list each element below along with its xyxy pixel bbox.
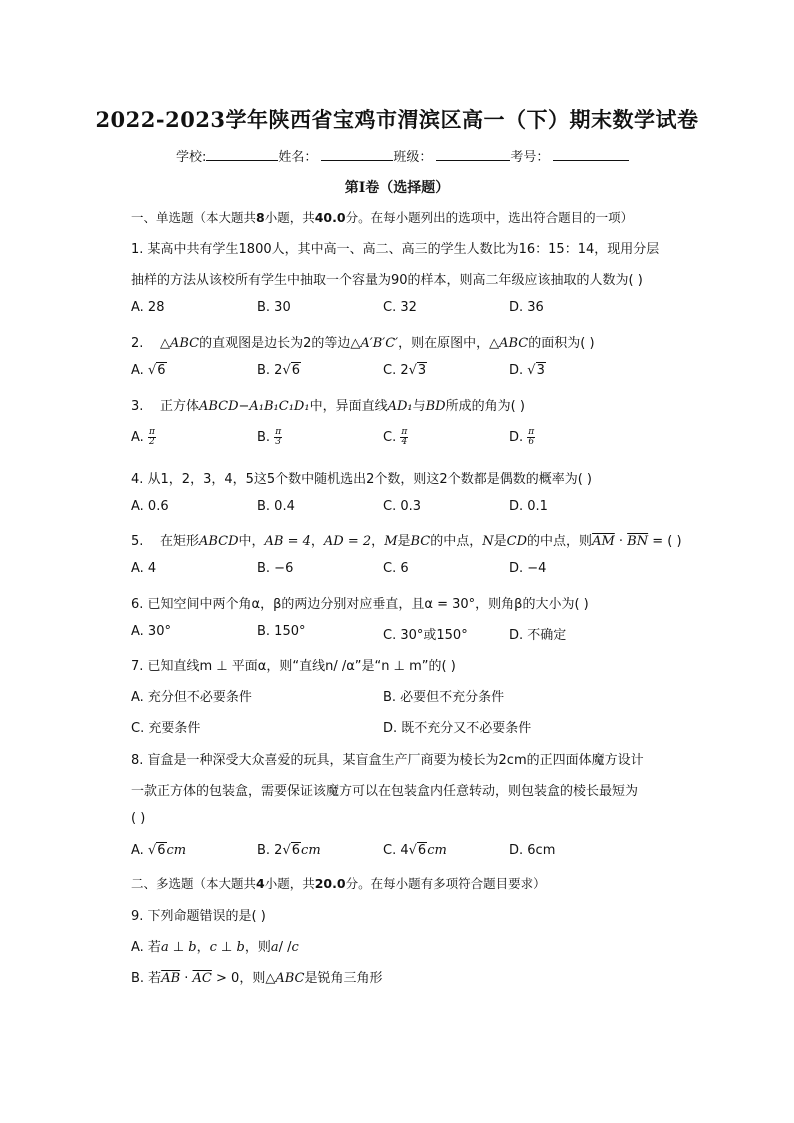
q3-option-c-fraction [400, 428, 408, 447]
part2-heading [131, 874, 546, 892]
q2-triangle: △ABC [159, 336, 200, 351]
name-blank[interactable] [321, 148, 393, 161]
q5-number: 5. [131, 534, 144, 549]
q8-option-c-unit: cm [427, 843, 447, 858]
vector-c-letter: c [291, 940, 299, 955]
q4-option-c[interactable]: C. 0.3 [383, 499, 422, 514]
q5-text-f: 是 [493, 534, 507, 549]
q3-text-d: 所成的角为( ) [445, 399, 525, 414]
q2-option-b-radicand: 6 [291, 363, 301, 378]
q4-option-d[interactable]: D. 0.1 [509, 499, 548, 514]
q5-text-g: 的中点，则 [527, 534, 593, 549]
q3-stem [131, 395, 525, 414]
q2-option-b-label: B. 2 [257, 363, 283, 378]
q3-option-b-label: B. [257, 430, 271, 445]
q2-option-a-radicand: 6 [157, 363, 166, 378]
part1-count: 8 [256, 210, 265, 225]
q2-option-d-label: D. [509, 363, 524, 378]
q9-option-b[interactable] [131, 967, 382, 986]
sqrt-icon: √ [147, 843, 157, 858]
q8-option-a-radicand: 6 [157, 843, 166, 858]
q5-vector-bn: $\overline{BN}$ [627, 534, 649, 549]
q5-text-b: 中， [238, 534, 265, 549]
section-title: 第Ⅰ卷（选择题） [344, 180, 450, 196]
fraction-numerator: π [148, 427, 155, 437]
sqrt-icon: √ [282, 843, 291, 858]
comma: ， [196, 940, 210, 955]
name-label: 姓名： [278, 150, 318, 165]
q2-text-c: 的面积为( ) [528, 336, 595, 351]
q5-vector-am: $\overline{AM}$ [592, 534, 615, 549]
q2-option-b[interactable] [257, 363, 301, 378]
class-label: 班级： [393, 150, 433, 165]
q4-option-a[interactable]: A. 0.6 [131, 499, 169, 514]
q5-option-c[interactable]: C. 6 [383, 561, 409, 576]
q3-cube: ABCD−A₁B₁C₁D₁ [198, 399, 310, 414]
q6-stem: 6. 已知空间中两个角α，β的两边分别对应垂直，且α = 30°，则角β的大小为( ) [131, 597, 589, 612]
q2-triangle-prime: △A′B′C′ [350, 336, 399, 351]
q9-option-a-prefix: A. 若 [131, 940, 161, 955]
fraction-denominator: 2 [149, 437, 155, 447]
q5-sep: ， [310, 534, 324, 549]
q5-point-m: M [384, 534, 398, 549]
q1-option-a[interactable]: A. 28 [131, 300, 165, 315]
q5-text-a: 在矩形 [159, 534, 199, 549]
q6-option-a[interactable]: A. 30° [131, 624, 171, 639]
q5-point-n: N [482, 534, 494, 549]
exam-title: 2022-2023学年陕西省宝鸡市渭滨区高一（下）期末数学试卷 [95, 107, 699, 132]
exam-no-label: 考号： [510, 150, 550, 165]
q2-option-a[interactable] [131, 363, 167, 378]
sqrt-icon: √ [147, 363, 157, 378]
q9-option-b-end: 是锐角三角形 [304, 971, 383, 986]
part2-points: 20.0 [314, 876, 346, 891]
vector-b-letter: b [188, 940, 197, 955]
q5-text-h: = ( ) [648, 534, 682, 549]
vector-a [161, 940, 169, 955]
q3-option-c[interactable] [383, 428, 408, 447]
vector-c [210, 940, 217, 955]
perp-symbol: ⊥ [168, 940, 189, 955]
q7-stem: 7. 已知直线m ⊥ 平面α，则“直线n/ /α”是“n ⊥ m”的( ) [131, 659, 456, 674]
then-text: ，则 [244, 940, 271, 955]
sqrt-icon: √ [282, 363, 291, 378]
q5-rect: ABCD [198, 534, 239, 549]
vector-b-letter: b [236, 940, 245, 955]
q1-line1: 1. 某高中共有学生1800人，其中高一、高二、高三的学生人数比为16：15：14，现用分层 [131, 242, 660, 257]
q8-option-b[interactable] [257, 843, 321, 858]
q9-stem: 9. 下列命题错误的是( ) [131, 909, 266, 924]
q2-stem [131, 332, 595, 351]
q9-option-b-prefix: B. 若 [131, 971, 162, 986]
q8-option-a[interactable] [131, 843, 186, 858]
q5-option-b[interactable]: B. −6 [257, 561, 294, 576]
vector-b [237, 940, 245, 955]
q5-text-c: ， [371, 534, 385, 549]
exam-no-blank[interactable] [553, 148, 629, 161]
q2-option-a-label: A. [131, 363, 144, 378]
q2-option-d-radicand: 3 [536, 363, 545, 378]
q2-number: 2. [131, 336, 144, 351]
q5-stem [131, 530, 682, 549]
q7-option-b[interactable]: B. 必要但不充分条件 [383, 690, 505, 705]
fraction-numerator: π [528, 427, 535, 437]
q6-option-d[interactable]: D. 不确定 [509, 628, 567, 643]
triangle-abc: △ABC [265, 971, 305, 986]
part2-heading-suffix: 分。在每小题有多项符合题目要求） [345, 876, 546, 891]
q4-option-b[interactable]: B. 0.4 [257, 499, 295, 514]
q3-option-a-label: A. [131, 430, 144, 445]
q3-text-a: 正方体 [159, 399, 199, 414]
part1-points: 40.0 [314, 210, 346, 225]
student-info-row [176, 146, 629, 165]
q9-option-a[interactable] [131, 936, 299, 955]
q8-option-b-unit: cm [301, 843, 321, 858]
q2-text-a: 的直观图是边长为2的等边 [199, 336, 351, 351]
vector-a-letter: a [270, 940, 279, 955]
vector-a-letter: a [160, 940, 169, 955]
q7-option-d[interactable]: D. 既不充分又不必要条件 [383, 721, 532, 736]
school-blank[interactable] [206, 148, 278, 161]
vector-c [292, 940, 299, 955]
q8-line1: 8. 盲盒是一种深受大众喜爱的玩具，某盲盒生产厂商要为棱长为2cm的正四面体魔方设计 [131, 753, 644, 768]
q8-option-b-label: B. 2 [257, 843, 283, 858]
q3-option-b-fraction [274, 428, 282, 447]
q1-option-c[interactable]: C. 32 [383, 300, 417, 315]
vector-c-letter: c [209, 940, 217, 955]
part1-heading [131, 208, 633, 226]
vector-ab: $\overline{AB}$ [161, 971, 181, 986]
perp-symbol: ⊥ [216, 940, 237, 955]
part1-heading-suffix: 分。在每小题列出的选项中，选出符合题目的一项） [345, 210, 634, 225]
q6-option-b[interactable]: B. 150° [257, 624, 306, 639]
parallel-symbol: / / [278, 940, 292, 955]
class-blank[interactable] [436, 148, 510, 161]
sqrt-icon: √ [408, 843, 417, 858]
q3-line-bd: BD [425, 399, 446, 414]
q5-eq-ab: AB = 4 [264, 534, 311, 549]
fraction-denominator: 3 [275, 437, 282, 447]
q2-option-c-label: C. 2 [383, 363, 409, 378]
q8-option-d[interactable]: D. 6cm [509, 843, 556, 858]
q2-triangle-2: △ABC [489, 336, 529, 351]
q3-option-c-label: C. [383, 430, 397, 445]
q8-line2: 一款正方体的包装盒，需要保证该魔方可以在包装盒内任意转动，则包装盒的棱长最短为 [131, 784, 639, 799]
q2-option-c[interactable] [383, 363, 427, 378]
fraction-numerator: π [275, 427, 282, 437]
q4-stem: 4. 从1，2，3，4，5这5个数中随机选出2个数，则这2个数都是偶数的概率为( ) [131, 472, 592, 487]
q8-option-c[interactable] [383, 843, 447, 858]
q3-option-b[interactable] [257, 428, 282, 447]
vector-b [188, 940, 196, 955]
part2-heading-mid: 小题，共 [264, 876, 315, 891]
q5-eq-ad: AD = 2 [323, 534, 372, 549]
q3-option-a-fraction [148, 428, 156, 447]
q2-option-d[interactable] [509, 363, 546, 378]
q3-option-d[interactable] [509, 428, 535, 447]
q6-option-c[interactable]: C. 30°或150° [383, 628, 468, 643]
dot-symbol: · [180, 971, 193, 986]
vector-a [271, 940, 279, 955]
q8-option-a-unit: cm [166, 843, 187, 858]
fraction-numerator: π [401, 427, 408, 437]
q8-option-a-label: A. [131, 843, 144, 858]
q5-segment-bc: BC [410, 534, 431, 549]
sqrt-icon: √ [527, 363, 536, 378]
q8-option-b-radicand: 6 [291, 843, 301, 858]
q3-text-c: 与 [412, 399, 426, 414]
part1-heading-prefix: 一、单选题（本大题共 [131, 210, 257, 225]
q5-text-d: 是 [397, 534, 411, 549]
q5-option-d[interactable]: D. −4 [509, 561, 547, 576]
q5-text-e: 的中点， [430, 534, 483, 549]
q3-option-d-label: D. [509, 430, 524, 445]
q1-option-d[interactable]: D. 36 [509, 300, 544, 315]
part1-heading-mid: 小题，共 [264, 210, 315, 225]
q1-line2: 抽样的方法从该校所有学生中抽取一个容量为90的样本，则高二年级应该抽取的人数为( ) [131, 273, 643, 288]
q7-option-c[interactable]: C. 充要条件 [131, 721, 201, 736]
q8-line3: ( ) [131, 811, 146, 826]
sqrt-icon: √ [408, 363, 417, 378]
q2-option-c-radicand: 3 [417, 363, 427, 378]
q5-segment-cd: CD [506, 534, 528, 549]
q8-option-c-label: C. 4 [383, 843, 409, 858]
q5-dot: · [614, 534, 628, 549]
part2-count: 4 [256, 876, 265, 891]
vector-ac: $\overline{AC}$ [192, 971, 212, 986]
q3-number: 3. [131, 399, 144, 414]
fraction-denominator: 4 [401, 437, 408, 447]
fraction-denominator: 6 [528, 437, 535, 447]
q8-option-c-radicand: 6 [417, 843, 427, 858]
school-label: 学校: [176, 150, 207, 165]
greater-than-zero: > 0，则 [211, 971, 266, 986]
q3-text-b: 中，异面直线 [309, 399, 388, 414]
part2-heading-prefix: 二、多选题（本大题共 [131, 876, 257, 891]
q2-text-b: ，则在原图中， [398, 336, 490, 351]
q7-option-a[interactable]: A. 充分但不必要条件 [131, 690, 252, 705]
q3-option-a[interactable] [131, 428, 156, 447]
q1-option-b[interactable]: B. 30 [257, 300, 291, 315]
q3-option-d-fraction [527, 428, 535, 447]
q3-line-ad1: AD₁ [387, 399, 413, 414]
q5-option-a[interactable]: A. 4 [131, 561, 157, 576]
